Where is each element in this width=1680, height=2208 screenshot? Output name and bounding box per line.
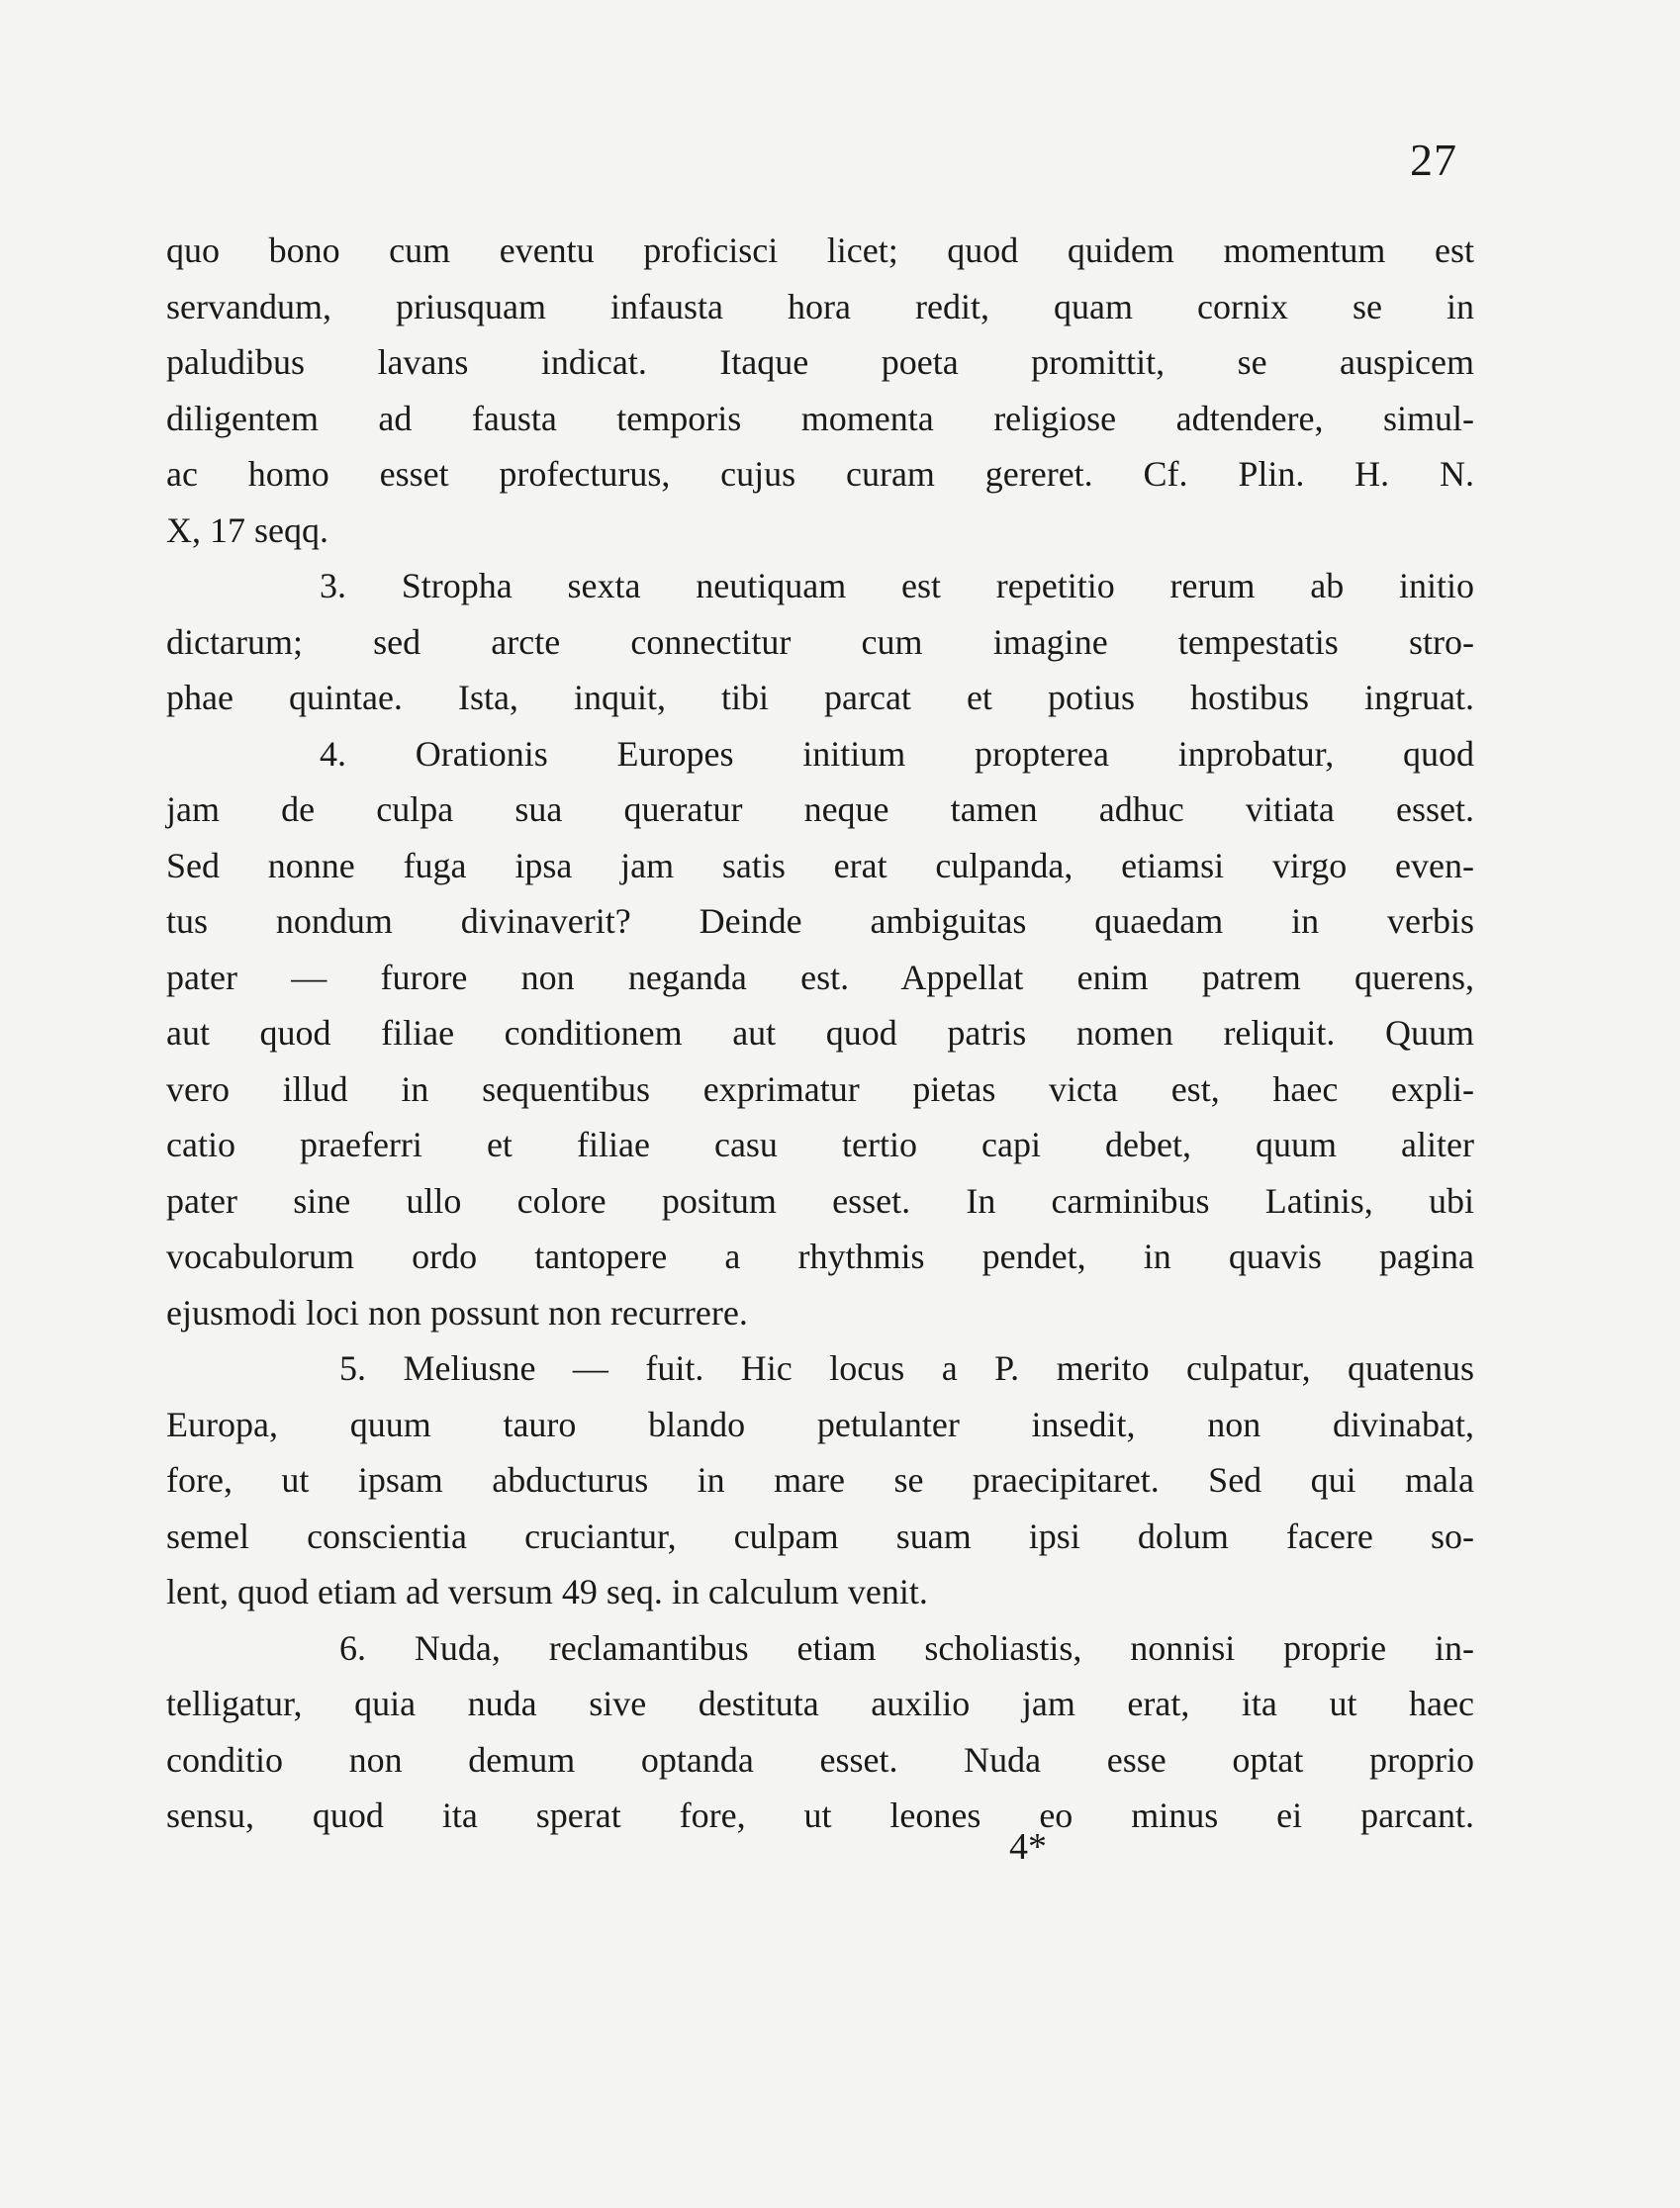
text-line: conditio non demum optanda esset. Nuda esse optat proprio (166, 1739, 1474, 1780)
text-line: vero illud in sequentibus exprimatur pietas victa est, haec expli- (166, 1068, 1474, 1109)
text-line: lent, quod etiam ad versum 49 seq. in calculum venit. (166, 1572, 928, 1611)
text-line: quo bono cum eventu proficisci licet; quod quidem momentum est (166, 230, 1474, 270)
text-line: pater sine ullo colore positum esset. In carminibus Latinis, ubi (166, 1180, 1474, 1221)
signature-mark: 4* (1009, 1826, 1047, 1868)
body-text (166, 223, 1474, 1844)
text-line: paludibus lavans indicat. Itaque poeta promittit, se auspicem (166, 342, 1474, 382)
text-line: sensu, quod ita sperat fore, ut leones eo minus ei parcant. (166, 1795, 1474, 1835)
text-line: semel conscientia cruciantur, culpam suam ipsi dolum facere so- (166, 1516, 1474, 1556)
text-line: diligentem ad fausta temporis momenta religiose adtendere, simul- (166, 398, 1474, 438)
text-line: 5. Meliusne — fuit. Hic locus a P. merito culpatur, quatenus (339, 1348, 1474, 1388)
text-line: fore, ut ipsam abducturus in mare se praecipitaret. Sed qui mala (166, 1460, 1474, 1500)
text-line: dictarum; sed arcte connectitur cum imagine tempestatis stro- (166, 621, 1474, 662)
text-line: vocabulorum ordo tantopere a rhythmis pendet, in quavis pagina (166, 1237, 1474, 1276)
text-line: jam de culpa sua queratur neque tamen adhuc vitiata esset. (166, 789, 1474, 829)
text-line: catio praeferri et filiae casu tertio capi debet, quum aliter (166, 1125, 1474, 1164)
page-number: 27 (1410, 135, 1457, 185)
text-line: aut quod filiae conditionem aut quod patris nomen reliquit. Quum (166, 1013, 1474, 1053)
text-line: X, 17 seqq. (166, 509, 328, 550)
text-line: tus nondum divinaverit? Deinde ambiguitas quaedam in verbis (166, 901, 1474, 941)
text-line: 6. Nuda, reclamantibus etiam scholiastis, nonnisi proprie in- (339, 1627, 1474, 1668)
text-line: ac homo esset profecturus, cujus curam gereret. Cf. Plin. H. N. (166, 454, 1474, 494)
text-line: Europa, quum tauro blando petulanter insedit, non divinabat, (166, 1404, 1474, 1444)
text-line: phae quintae. Ista, inquit, tibi parcat et potius hostibus ingruat. (166, 678, 1474, 717)
text-line: ejusmodi loci non possunt non recurrere. (166, 1292, 748, 1333)
text-line: telligatur, quia nuda sive destituta auxilio jam erat, ita ut haec (166, 1684, 1474, 1723)
text-line: Sed nonne fuga ipsa jam satis erat culpanda, etiamsi virgo even- (166, 845, 1474, 885)
text-line: 3. Stropha sexta neutiquam est repetitio rerum ab initio (320, 566, 1474, 605)
text-line: 4. Orationis Europes initium propterea inprobatur, quod (320, 733, 1474, 774)
text-line: pater — furore non neganda est. Appellat enim patrem querens, (166, 957, 1474, 997)
text-line: servandum, priusquam infausta hora redit, quam cornix se in (166, 286, 1474, 326)
